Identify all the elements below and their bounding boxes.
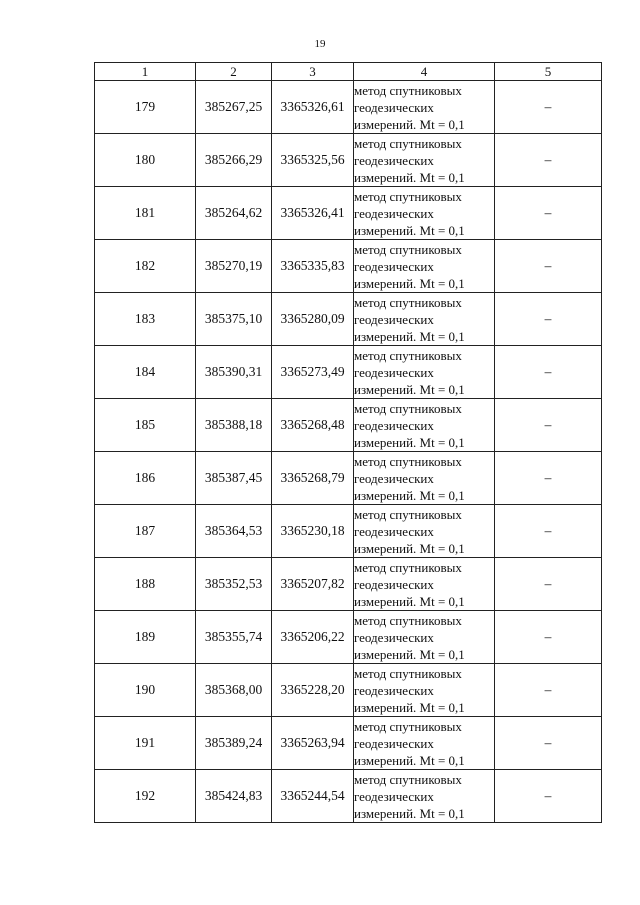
note-cell: –: [495, 717, 602, 770]
table-header-row: [95, 63, 602, 81]
table-row: [95, 293, 602, 346]
y-coordinate-cell: 3365335,83: [272, 240, 354, 293]
method-line: измерений. Mt = 0,1: [354, 752, 465, 768]
method-line: метод спутниковых: [354, 612, 462, 628]
column-header-1: 1: [95, 63, 196, 81]
note-cell: –: [495, 452, 602, 505]
table-row: [95, 346, 602, 399]
table-row: [95, 240, 602, 293]
note-cell: –: [495, 187, 602, 240]
point-number-cell: 179: [95, 81, 196, 134]
note-cell: –: [495, 664, 602, 717]
point-number-cell: 187: [95, 505, 196, 558]
point-number-cell: 192: [95, 770, 196, 823]
y-coordinate-cell: 3365206,22: [272, 611, 354, 664]
note-cell: –: [495, 240, 602, 293]
point-number-cell: 191: [95, 717, 196, 770]
method-line: геодезических: [354, 99, 434, 115]
y-coordinate-cell: 3365268,48: [272, 399, 354, 452]
method-line: геодезических: [354, 205, 434, 221]
y-coordinate-cell: 3365207,82: [272, 558, 354, 611]
method-line: измерений. Mt = 0,1: [354, 169, 465, 185]
point-number-cell: 186: [95, 452, 196, 505]
method-cell: [354, 346, 495, 399]
method-line: метод спутниковых: [354, 294, 462, 310]
method-cell: [354, 134, 495, 187]
note-cell: –: [495, 558, 602, 611]
x-coordinate-cell: 385364,53: [196, 505, 272, 558]
method-cell: [354, 611, 495, 664]
method-line: измерений. Mt = 0,1: [354, 646, 465, 662]
method-line: геодезических: [354, 576, 434, 592]
point-number-cell: 183: [95, 293, 196, 346]
column-header-4: 4: [354, 63, 495, 81]
x-coordinate-cell: 385387,45: [196, 452, 272, 505]
table-row: [95, 187, 602, 240]
y-coordinate-cell: 3365228,20: [272, 664, 354, 717]
method-line: измерений. Mt = 0,1: [354, 805, 465, 821]
method-cell: [354, 717, 495, 770]
method-line: измерений. Mt = 0,1: [354, 275, 465, 291]
point-number-cell: 185: [95, 399, 196, 452]
method-line: измерений. Mt = 0,1: [354, 540, 465, 556]
y-coordinate-cell: 3365263,94: [272, 717, 354, 770]
method-line: геодезических: [354, 788, 434, 804]
x-coordinate-cell: 385270,19: [196, 240, 272, 293]
method-line: метод спутниковых: [354, 188, 462, 204]
x-coordinate-cell: 385388,18: [196, 399, 272, 452]
x-coordinate-cell: 385266,29: [196, 134, 272, 187]
method-line: геодезических: [354, 417, 434, 433]
method-line: геодезических: [354, 152, 434, 168]
note-cell: –: [495, 346, 602, 399]
x-coordinate-cell: 385389,24: [196, 717, 272, 770]
page-number: 19: [314, 38, 326, 50]
method-cell: [354, 81, 495, 134]
column-header-3: 3: [272, 63, 354, 81]
x-coordinate-cell: 385352,53: [196, 558, 272, 611]
y-coordinate-cell: 3365326,41: [272, 187, 354, 240]
method-line: метод спутниковых: [354, 506, 462, 522]
table-row: [95, 452, 602, 505]
method-line: метод спутниковых: [354, 241, 462, 257]
x-coordinate-cell: 385424,83: [196, 770, 272, 823]
table-row: [95, 505, 602, 558]
table-row: [95, 770, 602, 823]
method-line: метод спутниковых: [354, 453, 462, 469]
table-row: [95, 558, 602, 611]
point-number-cell: 184: [95, 346, 196, 399]
table-row: [95, 134, 602, 187]
note-cell: –: [495, 134, 602, 187]
method-line: метод спутниковых: [354, 718, 462, 734]
method-line: геодезических: [354, 735, 434, 751]
method-line: измерений. Mt = 0,1: [354, 328, 465, 344]
note-cell: –: [495, 505, 602, 558]
method-line: измерений. Mt = 0,1: [354, 381, 465, 397]
x-coordinate-cell: 385267,25: [196, 81, 272, 134]
method-line: геодезических: [354, 258, 434, 274]
method-line: метод спутниковых: [354, 82, 462, 98]
point-number-cell: 181: [95, 187, 196, 240]
method-line: измерений. Mt = 0,1: [354, 593, 465, 609]
table-body: [95, 81, 602, 823]
table-row: [95, 664, 602, 717]
coordinates-table: [94, 62, 602, 823]
method-line: метод спутниковых: [354, 665, 462, 681]
x-coordinate-cell: 385355,74: [196, 611, 272, 664]
method-line: метод спутниковых: [354, 559, 462, 575]
method-line: измерений. Mt = 0,1: [354, 116, 465, 132]
y-coordinate-cell: 3365244,54: [272, 770, 354, 823]
method-cell: [354, 187, 495, 240]
method-line: измерений. Mt = 0,1: [354, 434, 465, 450]
method-cell: [354, 399, 495, 452]
method-line: метод спутниковых: [354, 135, 462, 151]
method-line: метод спутниковых: [354, 347, 462, 363]
table-row: [95, 611, 602, 664]
method-cell: [354, 293, 495, 346]
method-line: геодезических: [354, 311, 434, 327]
point-number-cell: 188: [95, 558, 196, 611]
point-number-cell: 182: [95, 240, 196, 293]
note-cell: –: [495, 399, 602, 452]
note-cell: –: [495, 81, 602, 134]
x-coordinate-cell: 385368,00: [196, 664, 272, 717]
y-coordinate-cell: 3365325,56: [272, 134, 354, 187]
method-line: геодезических: [354, 470, 434, 486]
x-coordinate-cell: 385264,62: [196, 187, 272, 240]
method-line: измерений. Mt = 0,1: [354, 699, 465, 715]
y-coordinate-cell: 3365326,61: [272, 81, 354, 134]
note-cell: –: [495, 293, 602, 346]
note-cell: –: [495, 770, 602, 823]
y-coordinate-cell: 3365280,09: [272, 293, 354, 346]
method-line: геодезических: [354, 523, 434, 539]
method-line: измерений. Mt = 0,1: [354, 487, 465, 503]
method-line: метод спутниковых: [354, 771, 462, 787]
method-cell: [354, 664, 495, 717]
x-coordinate-cell: 385390,31: [196, 346, 272, 399]
y-coordinate-cell: 3365230,18: [272, 505, 354, 558]
y-coordinate-cell: 3365268,79: [272, 452, 354, 505]
method-line: геодезических: [354, 682, 434, 698]
method-cell: [354, 558, 495, 611]
method-cell: [354, 770, 495, 823]
method-line: измерений. Mt = 0,1: [354, 222, 465, 238]
method-cell: [354, 452, 495, 505]
point-number-cell: 180: [95, 134, 196, 187]
column-header-5: 5: [495, 63, 602, 81]
column-header-2: 2: [196, 63, 272, 81]
method-line: геодезических: [354, 629, 434, 645]
point-number-cell: 190: [95, 664, 196, 717]
y-coordinate-cell: 3365273,49: [272, 346, 354, 399]
table-row: [95, 399, 602, 452]
method-cell: [354, 240, 495, 293]
note-cell: –: [495, 611, 602, 664]
table-row: [95, 81, 602, 134]
x-coordinate-cell: 385375,10: [196, 293, 272, 346]
method-line: геодезических: [354, 364, 434, 380]
table-row: [95, 717, 602, 770]
point-number-cell: 189: [95, 611, 196, 664]
method-cell: [354, 505, 495, 558]
method-line: метод спутниковых: [354, 400, 462, 416]
